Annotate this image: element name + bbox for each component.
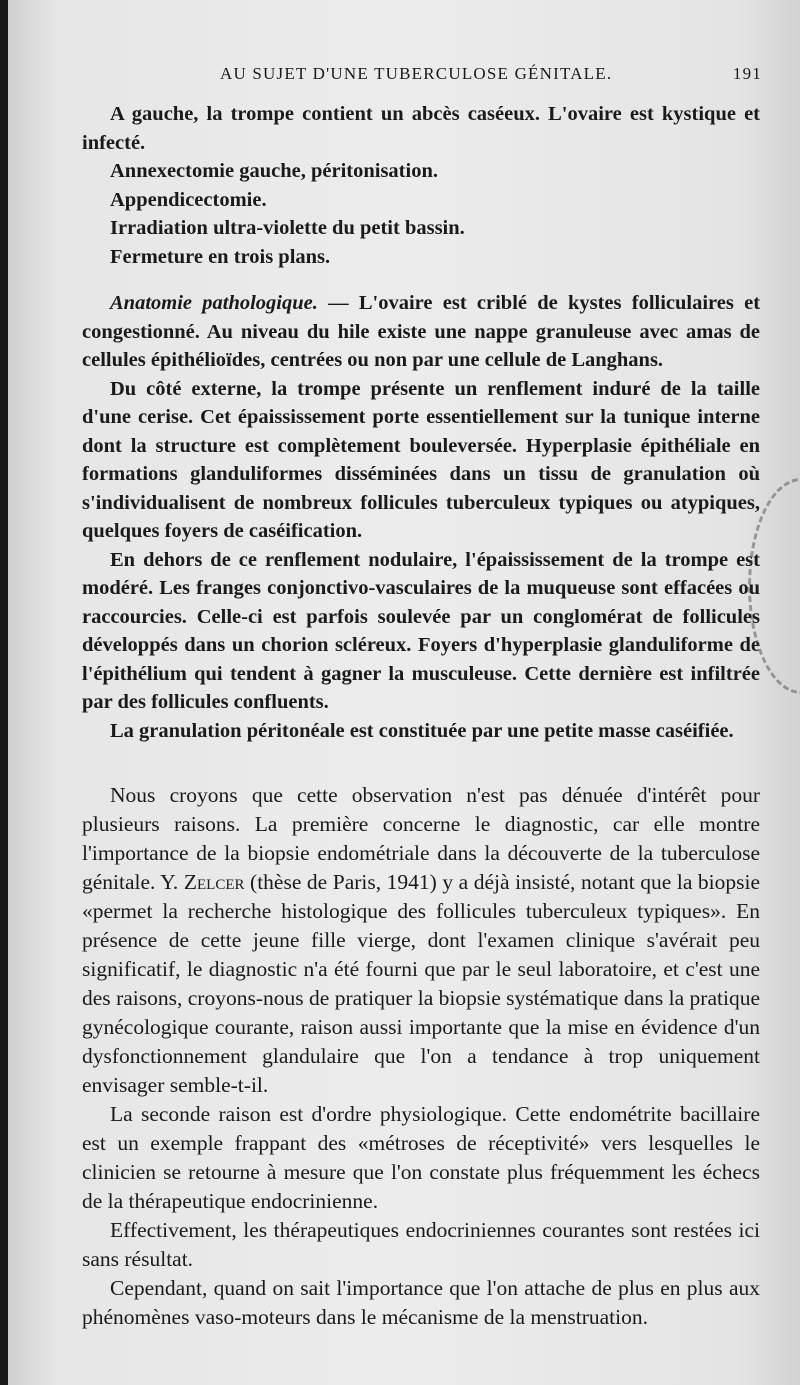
section-heading: Anatomie pathologique. [110, 292, 318, 314]
discussion-section [82, 781, 760, 1332]
procedure-step: Fermeture en trois plans. [110, 245, 331, 268]
paragraph: A gauche, la trompe contient un abcès caséeux. L'ovaire est kystique et infecté. [82, 103, 760, 154]
operation-notes [82, 100, 760, 271]
paragraph [82, 289, 760, 375]
author-name: Zelcer [183, 870, 245, 894]
paragraph: En dehors de ce renflement nodulaire, l'épaississement de la trompe est modéré. Les franges conjonctivo-vasculaires de la muqueuse sont effacées ou raccourcies. Celle-ci est parfois soulevée par un conglomérat de follicules développés dans un chorion scléreux. Foyers d'hyperplasie glanduliforme de l'épithélium qui tendent à gagner la musculeuse. Cette dernière est infiltrée par des follicules confluents. [82, 548, 760, 713]
paragraph: Du côté externe, la trompe présente un renflement induré de la taille d'une cerise. Cet épaississement porte essentiellement sur la tunique interne dont la structure est complètement bouleversée. Hyperplasie épithéliale en formations glanduliformes disséminées dans un tissu de granulation où s'individualisent de nombreux follicules tuberculeux typiques ou atypiques, quelques foyers de caséification. [82, 377, 760, 542]
pathology-section [82, 289, 760, 745]
page-number: 191 [732, 64, 762, 83]
paragraph-text: — L'ovaire est criblé de kystes folliculaires et congestionné. Au niveau du hile existe une nappe granuleuse avec amas de cellules épithélioïdes, centrées ou non par une cellule de Langhans. [82, 292, 761, 371]
procedure-step: Annexectomie gauche, péritonisation. [110, 160, 438, 182]
paragraph: La seconde raison est d'ordre physiologique. Cette endométrite bacillaire est un exemple frappant des «métroses de réceptivité» vers lesquelles le clinicien se retourne à mesure que l'on constate plus fréquemment les échecs de la thérapeutique endocrinienne. [82, 1102, 760, 1213]
procedure-step: Irradiation ultra-violette du petit bassin. [110, 217, 465, 239]
paragraph: Cependant, quand on sait l'importance que l'on attache de plus en plus aux phénomènes vaso-moteurs dans le mécanisme de la menstruation. [82, 1276, 760, 1329]
paragraph-text: Nous croyons que cette observation n'est pas dénuée d'intérêt pour plusieurs raisons. La première concerne le diagnostic, car elle montre l'importance de la biopsie endométriale dans la découverte de la tuberculose génitale. Y. [82, 783, 760, 894]
procedure-step: Appendicectomie. [110, 188, 267, 211]
body-text [82, 100, 760, 1332]
running-title: AU SUJET D'UNE TUBERCULOSE GÉNITALE. [220, 64, 613, 83]
paragraph: La granulation péritonéale est constituée par une petite masse caséifiée. [110, 719, 734, 742]
paragraph-text: (thèse de Paris, 1941) y a déjà insisté, notant que la biopsie «permet la recherche histologique des follicules tuberculeux typiques». En présence de cette jeune fille vierge, dont l'examen clinique s'avérait peu significatif, le diagnostic n'a été fourni que par le seul laboratoire, et c'est une des raisons, croyons-nous de pratiquer la biopsie systématique dans la pratique gynécologique courante, raison aussi importante que la mise en évidence d'un dysfonctionnement glandulaire que l'on a tendance à trop uniquement envisager semble-t-il. [82, 870, 761, 1097]
paragraph [82, 781, 760, 1100]
running-header [8, 60, 800, 90]
book-page [8, 0, 800, 1385]
paragraph: Effectivement, les thérapeutiques endocriniennes courantes sont restées ici sans résultat. [82, 1218, 760, 1271]
